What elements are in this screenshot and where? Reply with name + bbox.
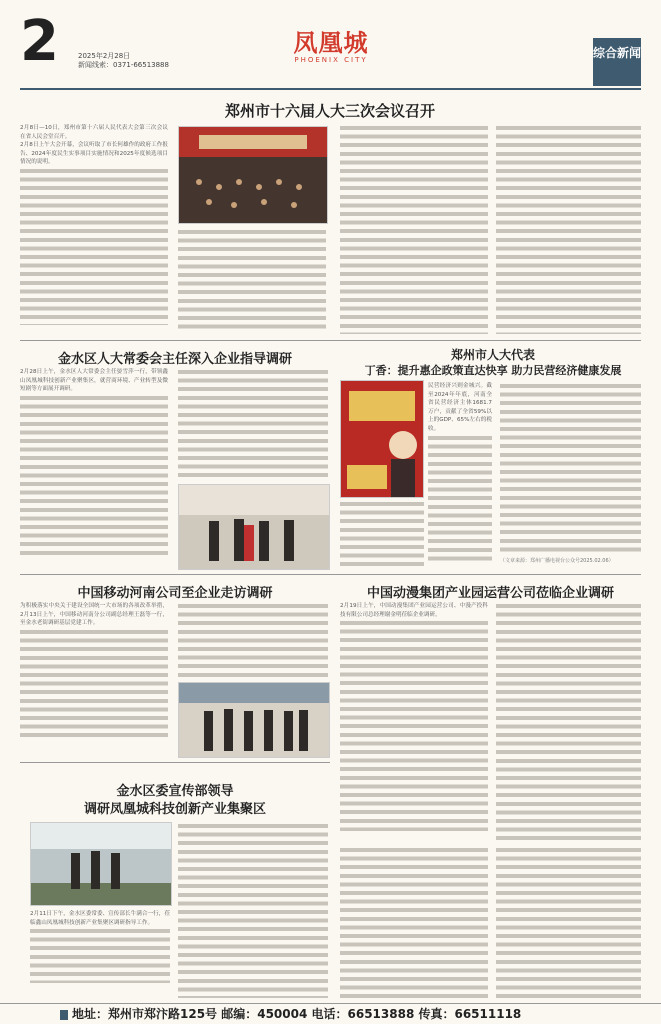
body-text-lines: [20, 167, 168, 325]
body-text-lines: [178, 822, 328, 998]
date-text: 2025年2月28日: [78, 52, 131, 60]
body-text-lines: [496, 602, 641, 842]
office-image: [31, 823, 171, 905]
visit-photo: [178, 682, 330, 758]
article-title: 中国移动河南公司至企业走访调研: [77, 586, 273, 601]
logo-en-text: PHOENIX CITY: [294, 56, 368, 64]
section-badge: 综合新闻: [593, 38, 641, 86]
section-divider: [20, 340, 641, 341]
people-image: [179, 683, 329, 757]
hotline-text: 新闻线索：0371-66513888: [78, 61, 169, 69]
article-title: 郑州市人大代表: [450, 348, 535, 362]
article-source: （文章来源：郑州广播电视台公众号2025.02.06）: [500, 558, 614, 564]
page-number: 2: [20, 9, 59, 74]
article-lead: 2月28日上午，金水区人大常委会主任晏雪萍一行，带领鑫山凤凰城科技创新产业聚集区，就营商环境、产业转型及微短剧等方面展开调研。: [20, 369, 168, 393]
body-text-lines: [178, 602, 328, 678]
section-divider: [20, 762, 330, 763]
article-subtitle: 丁香：提升惠企政策直达快享 助力民营经济健康发展: [364, 364, 622, 377]
body-text-lines: [496, 124, 641, 334]
article-lead: 民营经济兴则金城兴。截至2024年年底，河南全省民营经济主体1681.7万户，贡献了全省59%以上的GDP、65%左右的税收。: [428, 383, 492, 432]
meeting-photo: [178, 126, 328, 224]
body-text-lines: [496, 846, 641, 998]
logo-text: 凤凰城: [293, 28, 369, 57]
section-divider: [20, 574, 641, 575]
body-text-lines: [20, 394, 168, 558]
body-text-lines: [428, 434, 492, 564]
article-body: [20, 124, 168, 334]
footer-marker-icon: [60, 1010, 68, 1020]
body-text-lines: [178, 228, 326, 332]
article-body: [428, 382, 492, 572]
issue-date: [78, 52, 169, 70]
article-body: [20, 602, 168, 750]
body-text-lines: [500, 382, 641, 554]
poster-image: [340, 380, 424, 498]
people-image: [179, 485, 329, 569]
office-photo: [30, 822, 172, 906]
poster-graphic: [341, 381, 423, 497]
masthead-logo: [278, 30, 384, 64]
body-text-lines: [340, 619, 488, 831]
footer-bar: [0, 1003, 661, 1024]
body-text-lines: [20, 628, 168, 738]
hall-image: [179, 127, 327, 223]
article-title: 金水区委宣传部领导: [116, 784, 234, 799]
article-subtitle: 调研凤凰城科技创新产业集聚区: [83, 802, 266, 817]
article-body: [30, 910, 170, 1000]
article-lead: 2月8日—10日，郑州市第十六届人民代表大会第三次会议在省人民会堂召开。: [20, 125, 168, 140]
header-rule: [20, 88, 641, 90]
body-text-lines: [340, 846, 488, 998]
article-title: 郑州市十六届人大三次会议召开: [224, 102, 435, 120]
article-lead: 2月19日上午，中国动漫集团产业园运营公司、中漫产投科技有限公司总经理谢金明莅临企业调研。: [340, 603, 488, 618]
body-text-lines: [340, 500, 424, 570]
article-body: [340, 602, 488, 842]
article-lead: 为积极落实中央关于建设全国统一大市场的各项改革举措，2月13日上午，中国移动河南分公司副总经理王磊等一行，至金水老街调研基层党建工作。: [20, 603, 168, 627]
body-text-lines: [178, 368, 328, 480]
article-lead: 2月8日上午大会开幕，会议听取了市长何雄作的政府工作报告、2024年度民生实事项目实施情况和2025年度候选项目情况的说明。: [20, 142, 168, 166]
article-title: 金水区人大常委会主任深入企业指导调研: [57, 352, 292, 367]
article-title: 中国动漫集团产业园运营公司莅临企业调研: [366, 586, 614, 601]
body-text-lines: [340, 124, 488, 334]
footer-text: 地址：郑州市郑汴路125号 邮编：450004 电话：66513888 传真：66511118: [72, 1007, 522, 1021]
article-body: [20, 368, 168, 568]
article-lead: 2月11日下午，金水区委常委、宣传部长牛满合一行，莅临鑫山凤凰城科技创新产业集聚区调研指导工作。: [30, 911, 170, 926]
visit-photo: [178, 484, 330, 570]
body-text-lines: [30, 927, 170, 983]
